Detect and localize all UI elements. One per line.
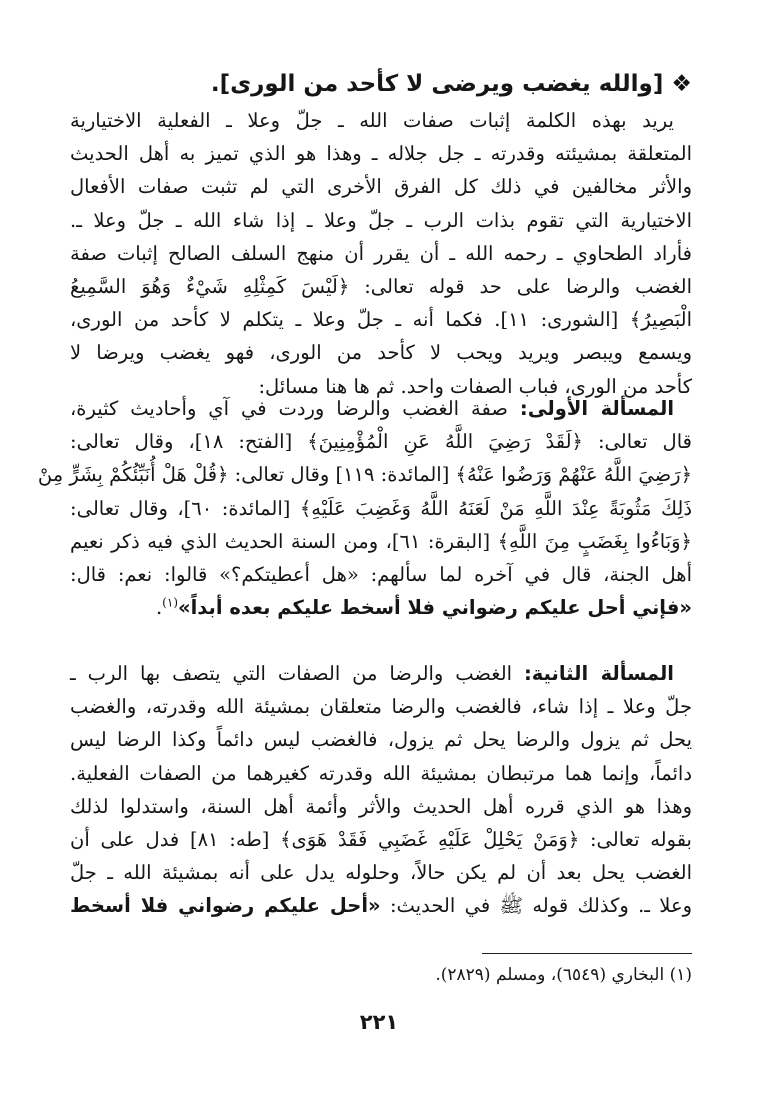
hadith-quote: «أحل عليكم رضواني فلا أسخط	[70, 894, 381, 918]
page-number: ٢٢١	[359, 1010, 399, 1034]
text-line: الغضب يحل بعد أن لم يكن حالاً، وحلوله يدل على أنه بمشيئة الله ـ جلّ	[70, 861, 692, 885]
footnote-ref[interactable]: (١)	[162, 595, 178, 610]
footnote: (١) البخاري (٦٥٤٩)، ومسلم (٢٨٢٩).	[435, 965, 692, 985]
text-line	[70, 392, 692, 425]
text-line	[70, 657, 692, 690]
text-line: قال تعالى: ﴿لَقَدْ رَضِيَ اللَّهُ عَنِ الْمُؤْمِنِينَ﴾ [الفتح: ١٨]، وقال تعالى:	[70, 430, 692, 454]
text-line	[70, 889, 692, 922]
text-line: يحل ثم يزول والرضا يحل ثم يزول، فالغضب ليس دائماً وكذا الرضا ليس	[70, 728, 692, 752]
section-heading	[70, 66, 692, 102]
text-line: فأراد الطحاوي ـ رحمه الله ـ أن يقرر أن منهج السلف الصالح إثبات صفة	[70, 241, 692, 265]
text-line: ﴿رَضِيَ اللَّهُ عَنْهُمْ وَرَضُوا عَنْهُ﴾ [المائدة: ١١٩] وقال تعالى: ﴿قُلْ هَلْ أُنَبِّئُكُمْ بِشَرٍّ مِنْ	[37, 463, 692, 487]
text-line: أهل الجنة، قال في آخره لما سألهم: «هل أعطيتكم؟» قالوا: نعم: قال:	[70, 562, 692, 586]
first-issue-paragraph	[37, 392, 693, 624]
diamond-bullet-icon: ❖	[671, 71, 692, 97]
text-span: صفة الغضب والرضا وردت في آي وأحاديث كثيرة،	[70, 397, 520, 420]
hadith-quote: «فإني أحل عليكم رضواني فلا أسخط عليكم بعده أبداً»	[178, 596, 692, 620]
first-issue-label: المسألة الأولى:	[519, 397, 674, 420]
text-span: .	[155, 596, 163, 620]
text-line: ذَلِكَ مَثُوبَةً عِنْدَ اللَّهِ مَنْ لَعَنَهُ اللَّهُ وَغَضِبَ عَلَيْهِ﴾ [المائدة: ٦٠]، وقال تعالى:	[70, 496, 693, 520]
second-issue-paragraph	[70, 657, 692, 923]
text-line: ويسمع ويبصر ويريد ويحب لا كأحد من الورى، فهو يغضب ويرضا لا	[70, 341, 692, 365]
text-line: جلّ وعلا ـ إذا شاء، فالغضب والرضا متعلقان بمشيئة الله وقدرته، والغضب	[70, 695, 692, 719]
text-line: الاختيارية التي تقوم بذات الرب ـ جلّ وعلا ـ إذا شاء الله ـ جلّ وعلا ـ.	[70, 208, 692, 232]
text-line: كأحد من الورى، فباب الصفات واحد. ثم ها هنا مسائل:	[258, 374, 692, 398]
text-line: بقوله تعالى: ﴿وَمَنْ يَحْلِلْ عَلَيْهِ غَضَبِي فَقَدْ هَوَى﴾ [طه: ٨١] فدل على أن	[70, 827, 692, 851]
text-line: المتعلقة بمشيئته وقدرته ـ جل جلاله ـ وهذا هو الذي تميز به أهل الحديث	[70, 142, 692, 166]
text-line	[70, 591, 692, 624]
text-line: ﴿وَبَاءُوا بِغَضَبٍ مِنَ اللَّهِ﴾ [البقرة: ٦١]، ومن السنة الحديث الذي فيه ذكر نعيم	[70, 529, 692, 553]
text-line: والأثر مخالفين في ذلك كل الفرق الأخرى التي لم تثبت صفات الأفعال	[70, 175, 692, 199]
text-line: وهذا هو الذي قرره أهل الحديث والأثر وأئمة أهل السنة، واستدلوا لذلك	[70, 794, 692, 818]
text-line: يريد بهذه الكلمة إثبات صفات الله ـ جلّ وعلا ـ الفعلية الاختيارية	[70, 109, 674, 132]
text-line: الْبَصِيرُ﴾ [الشورى: ١١]. فكما أنه ـ جلّ وعلا ـ يتكلم لا كأحد من الورى،	[70, 308, 693, 332]
text-line: الغضب والرضا على حد قوله تعالى: ﴿لَيْسَ كَمِثْلِهِ شَيْءٌ وَهُوَ السَّمِيعُ	[70, 274, 692, 298]
intro-paragraph	[70, 104, 692, 403]
text-span: الغضب والرضا من الصفات التي يتصف بها الرب ـ	[70, 662, 524, 685]
text-span: وعلا ـ. وكذلك قوله ﷺ في الحديث:	[380, 894, 692, 918]
section-heading-text: [والله يغضب ويرضى لا كأحد من الورى].	[210, 71, 664, 97]
text-line: دائماً، وإنما هما مرتبطان بمشيئة الله وقدرته كغيرهما من الصفات الفعلية.	[70, 761, 692, 785]
footnote-divider	[482, 953, 692, 954]
second-issue-label: المسألة الثانية:	[523, 662, 674, 685]
